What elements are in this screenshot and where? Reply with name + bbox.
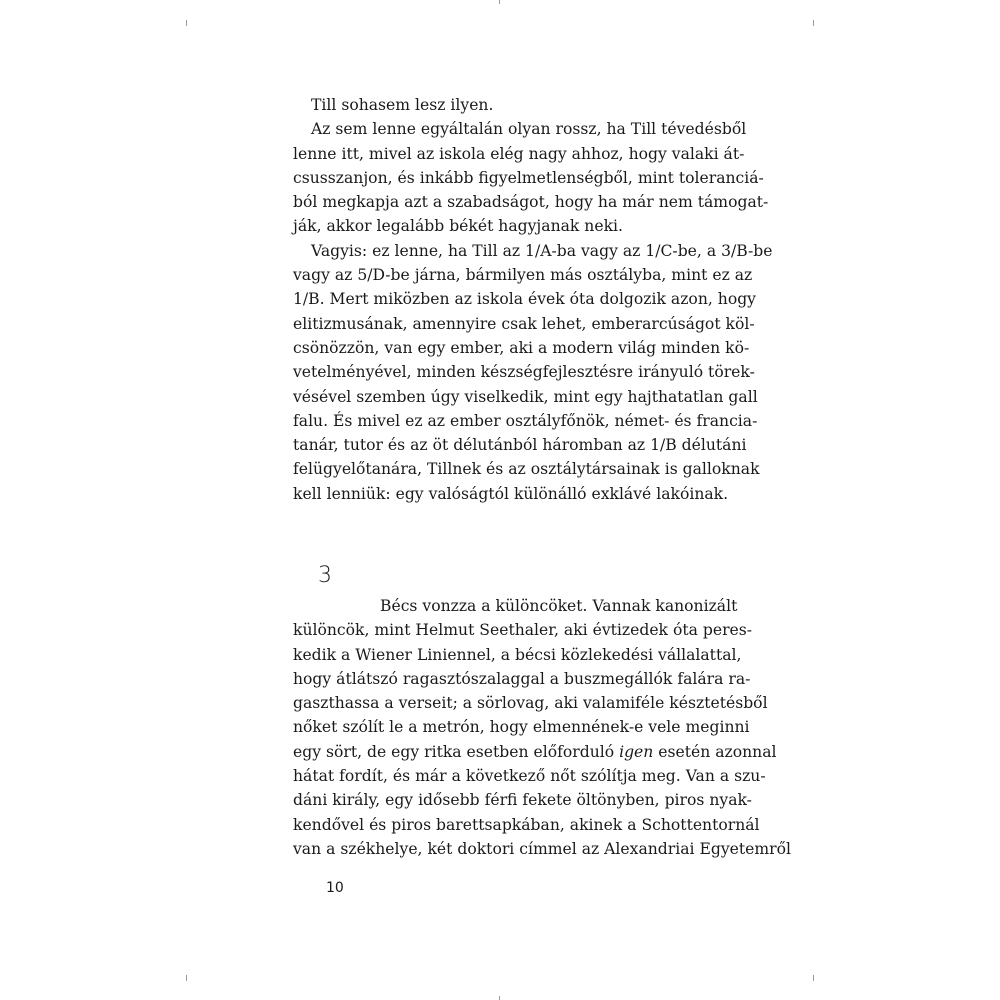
paragraph-3-line: elitizmusának, amennyire csak lehet, emberarcúságot köl- [293, 314, 755, 333]
crop-mark-bottom-right [813, 975, 814, 981]
section-paragraph-line: kedik a Wiener Liniennel, a bécsi közlekedési vállalattal, [293, 645, 742, 664]
section-paragraph-line [293, 740, 777, 764]
text-block-top [293, 93, 773, 506]
crop-mark-top-left [186, 20, 187, 26]
paragraph-3-line: vésével szemben úgy viselkedik, mint egy hajthatatlan gall [293, 387, 758, 406]
line-text-before-italic: egy sört, de egy ritka esetben előforduló [293, 742, 620, 761]
crop-mark-bottom-left [186, 975, 187, 981]
section-number: 3 [318, 563, 332, 588]
section-paragraph-line: nőket szólít le a metrón, hogy elmennének-e vele meginni [293, 718, 750, 737]
section-paragraph-line: Bécs vonzza a különcöket. Vannak kanonizált [380, 597, 738, 615]
paragraph-2-line: ják, akkor legalább békét hagyjanak neki. [293, 217, 623, 236]
crop-mark-top-center [499, 0, 500, 4]
paragraph-3-line: Vagyis: ez lenne, ha Till az 1/A-ba vagy az 1/C-be, a 3/B-be [311, 241, 773, 260]
section-paragraph-line: különcök, mint Helmut Seethaler, aki évtizedek óta peres- [293, 621, 753, 640]
crop-mark-bottom-center [499, 996, 500, 1000]
paragraph-3-line: 1/B. Mert miközben az iskola évek óta dolgozik azon, hogy [293, 290, 756, 309]
line-text-after-italic: esetén azonnal [653, 742, 777, 761]
paragraph-3-line: felügyelőtanára, Tillnek és az osztálytársainak is galloknak [293, 460, 760, 479]
paragraph-2-line: csusszanjon, és inkább figyelmetlenségből, mint toleranciá- [293, 168, 764, 187]
crop-mark-top-right [813, 20, 814, 26]
page-number: 10 [326, 880, 344, 896]
paragraph-3-line: csönözzön, van egy ember, aki a modern világ minden kö- [293, 338, 750, 357]
section-paragraph-line: hogy átlátszó ragasztószalaggal a buszmegállók falára ra- [293, 669, 751, 688]
paragraph-1-line: Till sohasem lesz ilyen. [311, 96, 494, 114]
section-paragraph-line: gaszthassa a verseit; a sörlovag, aki valamiféle késztetésből [293, 694, 768, 713]
italic-word: igen [619, 742, 654, 761]
text-block-section [293, 594, 791, 861]
section-paragraph-line: kendővel és piros barettsapkában, akinek a Schottentornál [293, 815, 760, 834]
section-paragraph-line: van a székhelye, két doktori címmel az Alexandriai Egyetemről [293, 839, 791, 858]
paragraph-2-line: lenne itt, mivel az iskola elég nagy ahhoz, hogy valaki át- [293, 144, 745, 163]
paragraph-3-line: kell lenniük: egy valóságtól különálló exklávé lakóinak. [293, 484, 729, 503]
paragraph-2-line: Az sem lenne egyáltalán olyan rossz, ha Till tévedésből [311, 120, 747, 139]
paragraph-3-line: vetelményével, minden készségfejlesztésre irányuló törek- [293, 363, 755, 382]
paragraph-3-line: falu. És mivel ez az ember osztályfőnök, német- és francia- [293, 411, 758, 430]
paragraph-3-line: vagy az 5/D-be járna, bármilyen más osztályba, mint ez az [293, 266, 753, 285]
paragraph-3-line: tanár, tutor és az öt délutánból háromban az 1/B délutáni [293, 436, 747, 455]
section-paragraph-line: hátat fordít, és már a következő nőt szólítja meg. Van a szu- [293, 767, 766, 786]
section-paragraph-line: dáni király, egy idősebb férfi fekete öltönyben, piros nyak- [293, 791, 752, 810]
paragraph-2-line: ból megkapja azt a szabadságot, hogy ha már nem támogat- [293, 193, 769, 212]
